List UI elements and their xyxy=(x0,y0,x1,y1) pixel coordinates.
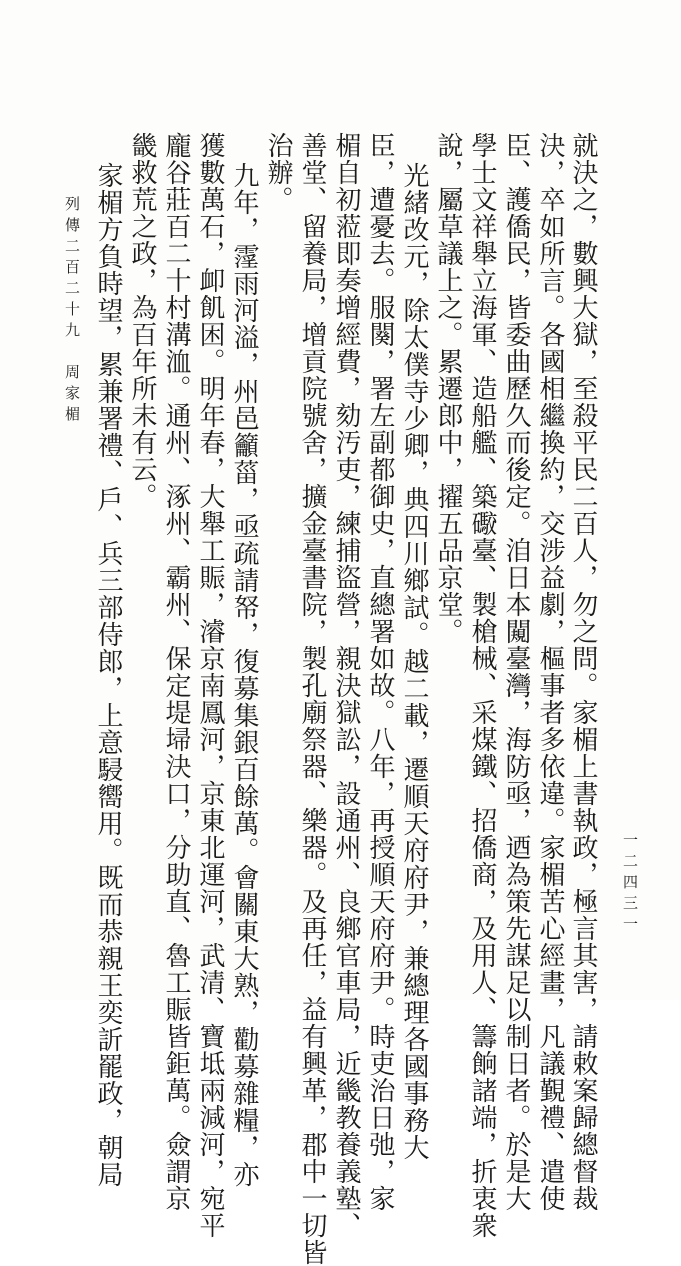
text-column-7: 臣，遭憂去。服闋，署左副都御史，直總署如故。八年，再授順天府府尹。時吏治日弛，家 xyxy=(365,132,395,1212)
text-column-15: 家楣方負時望，累兼署禮、戶、兵三部侍郎，上意駸嚮用。既而恭親王奕訢罷政，朝局 xyxy=(93,162,123,1188)
text-column-4: 學士文祥舉立海軍、造船艦、築礮臺、製槍械、采煤鐵、招僑商，及用人、籌餉諸端，折衷衆 xyxy=(467,132,497,1239)
text-column-3: 臣、護僑民，皆委曲歷久而後定。洎日本闚臺灣，海防亟，迺為策先謀足以制日者。於是大 xyxy=(501,132,531,1212)
text-column-9: 善堂、留養局，增貢院號舍，擴金臺書院，製孔廟祭器、樂器。及再任，益有興革，郡中一切皆 xyxy=(297,132,327,1266)
text-column-12: 獲數萬石，卹飢困。明年春，大舉工賑，濬京南鳳河，京東北運河，武清、寶坻兩減河，宛平 xyxy=(195,132,225,1239)
text-column-6: 光緒改元，除太僕寺少卿，典四川鄉試。越二載，遷順天府府尹，兼總理各國事務大 xyxy=(399,162,429,1161)
text-column-13: 龐谷莊百二十村溝洫。通州、涿州、霸州、保定堤埽決口，分助直、魯工賑皆鉅萬。僉謂京 xyxy=(161,132,191,1212)
text-column-8: 楣自初蒞即奏增經費，劾汚吏，練捕盜營，親決獄訟，設通州、良鄉官車局，近畿教養義塾、 xyxy=(331,132,361,1239)
text-column-10: 治辦。 xyxy=(263,132,293,213)
page-number: 一二四三一 xyxy=(621,832,639,937)
text-column-2: 決，卒如所言。各國相繼換約，交涉益劇，樞事者多依違。家楣苦心經畫，凡議覲禮、遣使 xyxy=(535,132,565,1212)
text-column-14: 畿救荒之政，為百年所未有云。 xyxy=(127,132,157,510)
text-column-5: 說，屬草議上之。累遷郎中，擢五品京堂。 xyxy=(433,132,463,645)
text-column-11: 九年，霪雨河溢，州邑籲菑，亟疏請帑，復募集銀百餘萬。會關東大熟，勸募雜糧，亦 xyxy=(229,162,259,1188)
running-title: 列傳二百二十九 周家楣 xyxy=(63,196,81,427)
text-column-1: 就決之，數興大獄，至殺平民二百人，勿之問。家楣上書執政，極言其害，請敕案歸總督裁 xyxy=(568,132,598,1212)
